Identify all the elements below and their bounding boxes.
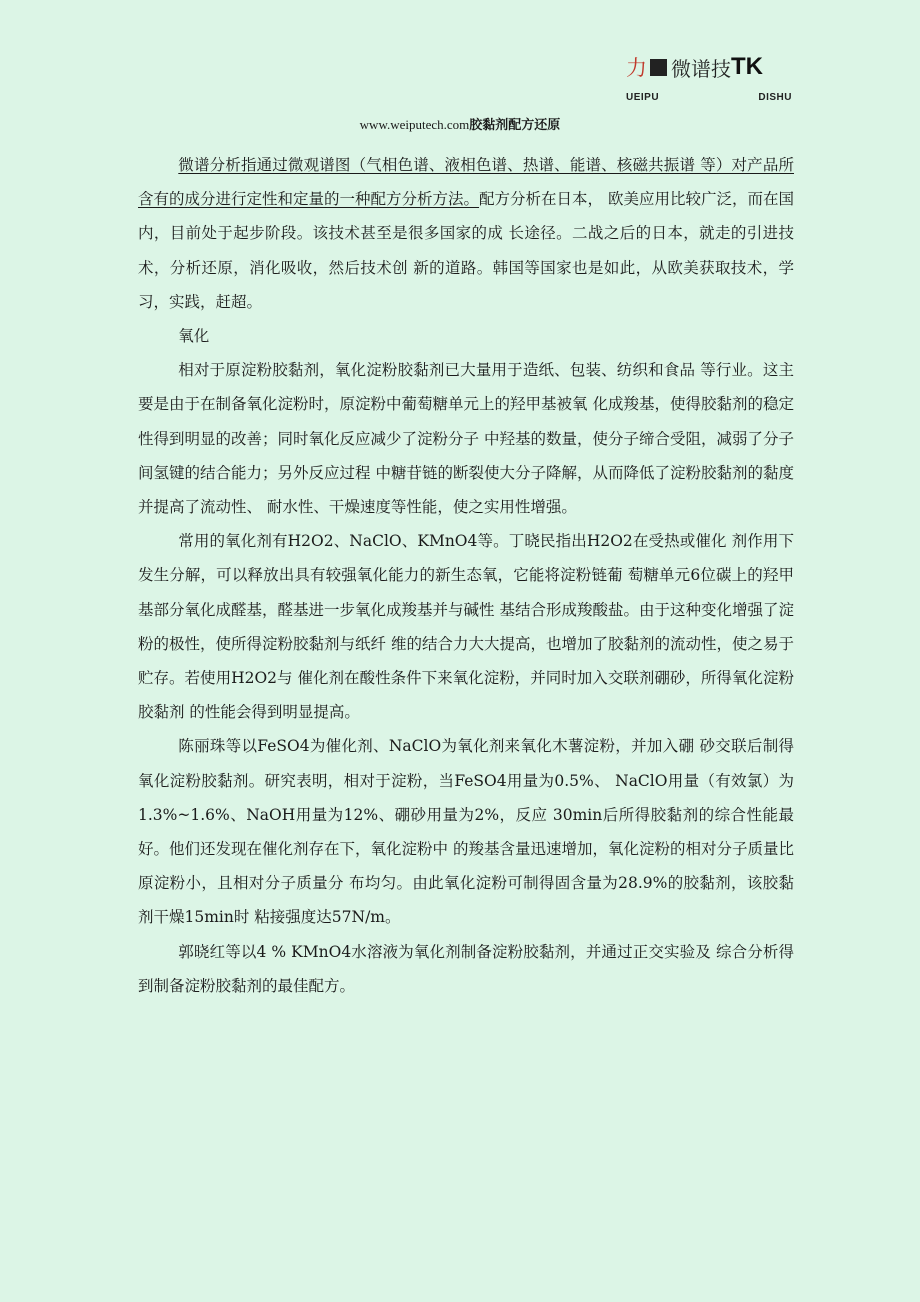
logo-square-icon <box>650 59 667 76</box>
header-title: 胶黏剂配方还原 <box>469 118 561 133</box>
paragraph-intro-rest: 配方分析在日本， 欧美应用比较广泛，而在国内，目前处于起步阶段。该技术甚至是很多国家的成 长途径。二战之后的日本，就走的引进技术，分析还原，消化吸收，然后技术创 新的道路。韩国等国家也是如此，从欧美获取技术，学习，实践，赶超。 <box>138 190 794 311</box>
document-body <box>138 148 794 1003</box>
logo-sub-right: DISHU <box>758 92 792 103</box>
page-header <box>0 114 920 133</box>
logo-text: 微谱技 <box>671 56 731 81</box>
logo-mark-char: 力 <box>626 56 647 80</box>
company-logo <box>626 52 816 106</box>
paragraph-guo-xiaohong: 郭晓红等以4 % KMnO4水溶液为氧化剂制备淀粉胶黏剂，并通过正交实验及 综合分析得到制备淀粉胶黏剂的最佳配方。 <box>138 942 794 995</box>
paragraph-chen-lizhu: 陈丽珠等以FeSO4为催化剂、NaClO为氧化剂来氧化木薯淀粉，并加入硼 砂交联后制得氧化淀粉胶黏剂。研究表明，相对于淀粉，当FeSO4用量为0.5%、 NaClO用量（有效氯）为1.3%~1.6%、NaOH用量为12%、硼砂用量为2%，反应 30min后所得胶黏剂的综合性能最好。他们还发现在催化剂存在下，氧化淀粉中 的羧基含量迅速增加，氧化淀粉的相对分子质量比原淀粉小，且相对分子质量分 布均匀。由此氧化淀粉可制得固含量为28.9%的胶黏剂，该胶黏剂干燥15min时 粘接强度达57N/m。 <box>138 737 794 927</box>
paragraph-oxidation: 相对于原淀粉胶黏剂，氧化淀粉胶黏剂已大量用于造纸、包装、纺织和食品 等行业。这主要是由于在制备氧化淀粉时，原淀粉中葡萄糖单元上的羟甲基被氧 化成羧基，使得胶黏剂的稳定性得到明显的改善；同时氧化反应减少了淀粉分子 中羟基的数量，使分子缔合受阻，减弱了分子间氢键的结合能力；另外反应过程 中糖苷链的断裂使大分子降解，从而降低了淀粉胶黏剂的黏度并提高了流动性、 耐水性、干燥速度等性能，使之实用性增强。 <box>138 361 794 517</box>
logo-sub-left: UEIPU <box>626 92 660 103</box>
logo-subtitle <box>626 92 792 103</box>
header-url: www.weiputech.com <box>359 117 470 132</box>
section-title: 氧化 <box>178 327 210 346</box>
paragraph-intro <box>138 148 794 319</box>
paragraph-oxidants: 常用的氧化剂有H2O2、NaClO、KMnO4等。丁晓民指出H2O2在受热或催化 剂作用下发生分解，可以释放出具有较强氧化能力的新生态氧，它能将淀粉链葡 萄糖单元6位碳上的羟甲基部分氧化成醛基，醛基进一步氧化成羧基并与碱性 基结合形成羧酸盐。由于这种变化增强了淀粉的极性，使所得淀粉胶黏剂与纸纤 维的结合力大大提高，也增加了胶黏剂的流动性，使之易于贮存。若使用H2O2与 催化剂在酸性条件下来氧化淀粉，并同时加入交联剂硼砂，所得氧化淀粉胶黏剂 的性能会得到明显提高。 <box>138 532 794 722</box>
logo-text-tk: TK <box>731 53 763 80</box>
logo-main <box>626 52 816 82</box>
paragraph-intro-underlined: 微谱分析指通过微观谱图（气相色谱、液相色谱、热谱、能谱、核磁共振谱 等）对产品所含有的成分进行定性和定量的一种配方分析方法。 <box>138 156 794 209</box>
